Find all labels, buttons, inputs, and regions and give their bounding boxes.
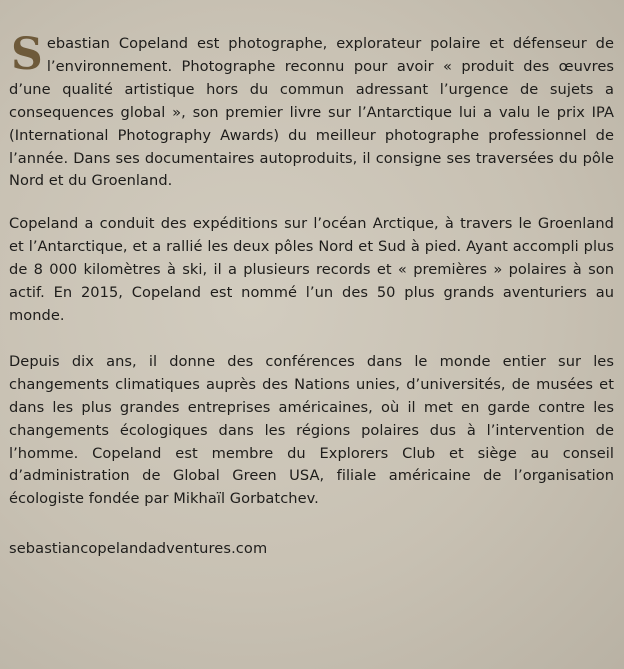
drop-cap-letter: S	[11, 29, 43, 80]
bio-paragraph-3: Depuis dix ans, il donne des conférences dans le monde entier sur les changements climatiques auprès des Nations unies, d’universités, de musées et dans les plus grandes entreprises américaines, où il met en garde contre les changements écologiques dans les régions polaires dus à l’intervention de l’homme. Copeland est membre du Explorers Club et siège au conseil d’administration de Global Green USA, filiale américaine de l’organisation écologiste fondée par Mikhaïl Gorbatchev.	[9, 352, 614, 508]
bio-paragraph-1	[9, 29, 624, 193]
website-url: sebastiancopelandadventures.com	[9, 540, 268, 558]
bio-paragraph-1-text: ebastian Copeland est photographe, explorateur polaire et défenseur de l’environnement. Photographe reconnu pour avoir « produit des œuvres d’une qualité artistique hors du commun adressant l’urgence de sujets a consequences global », son premier livre sur l’Antarctique lui a valu le prix IPA (International Photography Awards) du meilleur photographe professionnel de l’année. Dans ses documentaires autoproduits, il consigne ses traversées du pôle Nord et du Groenland.	[9, 35, 614, 190]
bio-paragraph-2: Copeland a conduit des expéditions sur l’océan Arctique, à travers le Groenland et l’Antarctique, et a rallié les deux pôles Nord et Sud à pied. Ayant accompli plus de 8 000 kilomètres à ski, il a plusieurs records et « premières » polaires à son actif. En 2015, Copeland est nommé l’un des 50 plus grands aventuriers au monde.	[9, 215, 614, 324]
